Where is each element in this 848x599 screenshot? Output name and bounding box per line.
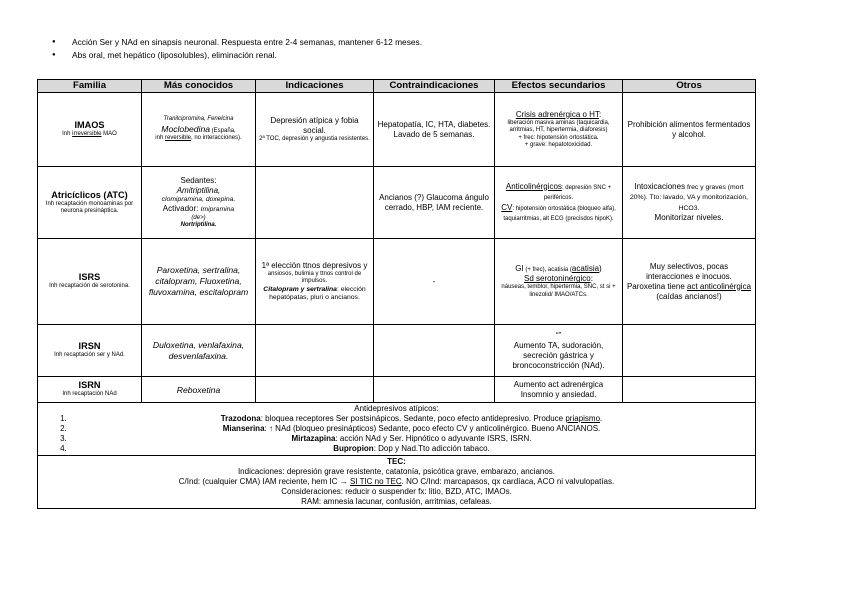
isrn-fx-a: Aumento act adrenérgica <box>513 379 604 389</box>
imaos-contra <box>374 93 495 167</box>
isrs-ind-c: Citalopram y sertralina <box>263 285 337 293</box>
atipico-text: : ↑ NAd (bloqueo presinápticos) Sedante, poco efecto CV y anticolinérgico. Bueno ANCIANOS. <box>264 424 601 433</box>
imaos-efectos <box>495 93 623 167</box>
isrs-conocidos: Paroxetina, sertralina, citalopram, Fluoxetina, fluvoxamina, escitalopram <box>142 239 256 325</box>
isrs-fx-d: ) <box>599 263 602 273</box>
isrs-fx-g: náuseas, temblor, hipertermia, SNC, st si + linezolid/ IMAO/ATCs. <box>501 284 616 298</box>
imaos-fx-c: + grave: hepatotoxicidad. <box>524 142 593 148</box>
atc-familia <box>38 167 142 239</box>
isrs-fx-f: : <box>590 274 593 284</box>
isrn-sub: Inh recaptación NAd <box>62 391 117 398</box>
imaos-sub: Inh <box>62 131 73 138</box>
atc-contra: Ancianos (?) Glaucoma ángulo cerrado, HBP, IAM reciente. <box>374 167 495 239</box>
tec-line1: Indicaciones: depresión grave resistente, catatonía, psicótica grave, embarazo, ancianos. <box>237 467 556 476</box>
isrs-fx-b: (+ frec), acatisia ( <box>523 266 572 273</box>
list-item <box>69 414 752 424</box>
atc-sub: Inh recaptación monoaminas por neurona presináptica. <box>45 200 134 214</box>
isrs-contra: - <box>374 239 495 325</box>
isrs-otros-a: Muy selectivos, pocas interacciones e inocuos. Paroxetina tiene <box>626 261 732 291</box>
imaos-conocidos <box>142 93 256 167</box>
atipico-name: Mirtazapina <box>291 434 336 443</box>
antidepressants-table <box>37 79 756 509</box>
list-item <box>69 424 752 434</box>
imaos-title: IMAOS <box>74 120 105 131</box>
tec-line4: RAM: amnesia lacunar, confusión, arritmias, cefaleas. <box>301 497 492 506</box>
header-efectos: Efectos secundarios <box>495 80 623 93</box>
atc-conocidos <box>142 167 256 239</box>
imaos-ind-b: 2ª TOC, depresión y angustia resistentes. <box>259 135 370 142</box>
row-imaos <box>38 93 756 167</box>
isrn-otros <box>623 377 756 403</box>
atc-fx-b: : hipotensión ortostática (bloqueo alfa), taquiarritmias, alt ECG (precisdos hipoK). <box>503 205 616 222</box>
irsn-efectos <box>495 325 623 377</box>
atipicos-cell <box>38 403 756 456</box>
irsn-indicaciones <box>256 325 374 377</box>
row-atc <box>38 167 756 239</box>
list-item <box>69 434 752 444</box>
isrn-familia <box>38 377 142 403</box>
atc-fx-a: : depresión SNC + periféricos. <box>543 184 612 201</box>
isrs-title: ISRS <box>78 272 101 283</box>
atc-otros <box>623 167 756 239</box>
imaos-ind-a: Depresión atípica y fobia social. <box>270 115 359 135</box>
isrs-otros <box>623 239 756 325</box>
imaos-familia <box>38 93 142 167</box>
tec-line2a: C/Ind: (cualquier CMA) IAM reciente, hem IC → <box>178 477 350 486</box>
isrn-contra <box>374 377 495 403</box>
imaos-known-f: , no interacciones). <box>191 135 242 142</box>
isrs-ind-d: : elección hepatópatas, pluri o ancianos. <box>269 285 366 301</box>
isrs-fx-a: GI <box>515 263 524 273</box>
atipico-underline: priapismo <box>565 414 601 423</box>
atc-otros-a: Intoxicaciones <box>634 181 686 191</box>
irsn-otros <box>623 325 756 377</box>
imaos-known-c: (España, <box>210 127 236 134</box>
atipico-name: Trazodona <box>220 414 261 423</box>
atipicos-list <box>41 414 752 454</box>
isrs-otros-c: (caídas ancianos!) <box>656 291 722 301</box>
imaos-known-a: Tranilcipromina, Fenelcina <box>163 116 234 123</box>
intro-bullets <box>52 36 422 62</box>
header-indicaciones: Indicaciones <box>256 80 374 93</box>
header-conocidos: Más conocidos <box>142 80 256 93</box>
imaos-otros: Prohibición alimentos fermentados y alcohol. <box>623 93 756 167</box>
isrn-efectos <box>495 377 623 403</box>
irsn-ditto: “” <box>555 330 562 340</box>
atc-fx-t1: Anticolinérgicos <box>505 181 562 191</box>
isrs-efectos <box>495 239 623 325</box>
atipico-end: . <box>600 414 603 423</box>
imaos-known-b: Moclobedina <box>161 123 211 134</box>
atipico-name: Bupropion <box>333 444 374 453</box>
isrs-fx-e: Sd serotoninérgico <box>524 274 591 284</box>
row-isrs <box>38 239 756 325</box>
imaos-contra-b: Lavado de 5 semanas. <box>393 129 475 139</box>
row-isrn <box>38 377 756 403</box>
atc-indicaciones <box>256 167 374 239</box>
isrs-ind-a: 1ª elección ttnos depresivos y <box>261 260 368 270</box>
atc-otros-b: frec y graves (mort 20%). Tto: lavado, VA y monitorización, HCO3. <box>630 183 748 212</box>
isrs-indicaciones <box>256 239 374 325</box>
atc-act3: Nortriptilina. <box>180 222 217 228</box>
atc-sed1: Amitriptilina, <box>176 185 221 195</box>
atipicos-title: Antidepresivos atípicos: <box>354 404 439 413</box>
tec-cell <box>38 456 756 509</box>
imaos-indicaciones <box>256 93 374 167</box>
tec-line2u: SI TIC no TEC <box>349 477 402 486</box>
header-otros: Otros <box>623 80 756 93</box>
atipico-text: : bloquea receptores Ser postsinápicos. Sedante, poco efecto antidepresivo. Produce <box>260 414 566 423</box>
imaos-sub-underline: irreversible <box>72 131 102 138</box>
irsn-familia <box>38 325 142 377</box>
imaos-known-e: reversible <box>164 135 191 142</box>
isrn-conocidos: Reboxetina <box>142 377 256 403</box>
isrn-fx-b: Insomnio y ansiedad. <box>520 389 597 399</box>
atipico-text: : acción NAd y Ser. Hipnótico o adyuvante ISRS, ISRN. <box>335 434 532 443</box>
tec-line2b: . NO C/Ind: marcapasos, qx cardíaca, ACO ni valvulopatías. <box>401 477 615 486</box>
imaos-fx-a: liberación masiva aminas (taquicardia, arritmias, HT, hipertermia, diaforesis) <box>507 119 610 133</box>
header-familia: Familia <box>38 80 142 93</box>
tec-title: TEC: <box>387 457 406 466</box>
bullet-item: ● Acción Ser y NAd en sinapsis neuronal. Respuesta entre 2-4 semanas, mantener 6-12 meses. <box>52 36 422 49</box>
atc-fx-t2: CV <box>501 202 513 212</box>
atc-act1: Imipramina <box>200 206 235 213</box>
atc-sed2: clomipramina, doxepina. <box>161 195 236 203</box>
imaos-known-d: inh <box>155 135 165 142</box>
isrs-otros-b: act anticolinérgica <box>687 281 752 291</box>
atipico-name: Mianserina <box>222 424 265 433</box>
atipico-text: : Dop y Nad.Tto adicción tabaco. <box>373 444 490 453</box>
isrs-ind-b: ansiosos, bulimia y ttnos control de impulsos. <box>267 270 362 284</box>
imaos-sub-end: MAO <box>101 131 117 138</box>
isrs-fx-c: acatisia <box>571 263 600 273</box>
irsn-title: IRSN <box>78 341 101 352</box>
atc-act2: (de>) <box>191 214 206 221</box>
bullet-item: ● Abs oral, met hepático (liposolubles), eliminación renal. <box>52 49 422 62</box>
atc-title: Atricíclicos (ATC) <box>51 189 128 200</box>
isrs-sub: Inh recaptación de serotonina. <box>49 283 130 290</box>
irsn-contra <box>374 325 495 377</box>
isrn-title: ISRN <box>78 380 101 391</box>
irsn-conocidos: Duloxetina, venlafaxina, desvenlafaxina. <box>142 325 256 377</box>
imaos-fx-title: Crisis adrenérgica o HT <box>515 109 599 119</box>
header-row <box>38 80 756 93</box>
imaos-contra-a: Hepatopatía, IC, HTA, diabetes. <box>377 119 491 129</box>
imaos-fx-b: + frec: hipotensión ortostática. <box>518 134 599 141</box>
tec-line3: Consideraciones: reducir o suspender fx: litio, BZD, ATC, IMAOs. <box>281 487 512 496</box>
row-irsn <box>38 325 756 377</box>
irsn-fx: Aumento TA, sudoración, secreción gástrica y broncoconstricción (NAd). <box>512 340 605 370</box>
atc-efectos <box>495 167 623 239</box>
header-contraindicaciones: Contraindicaciones <box>374 80 495 93</box>
row-atipicos <box>38 403 756 456</box>
atc-act: Activador: <box>162 204 201 213</box>
atc-sed: Sedantes: <box>180 175 217 185</box>
list-item <box>69 444 752 454</box>
isrn-indicaciones <box>256 377 374 403</box>
row-tec <box>38 456 756 509</box>
imaos-fx-colon: : <box>598 109 602 119</box>
atc-otros-c: Monitorizar niveles. <box>654 213 724 223</box>
isrs-familia <box>38 239 142 325</box>
irsn-sub: Inh recaptación ser y NAd. <box>54 352 125 359</box>
